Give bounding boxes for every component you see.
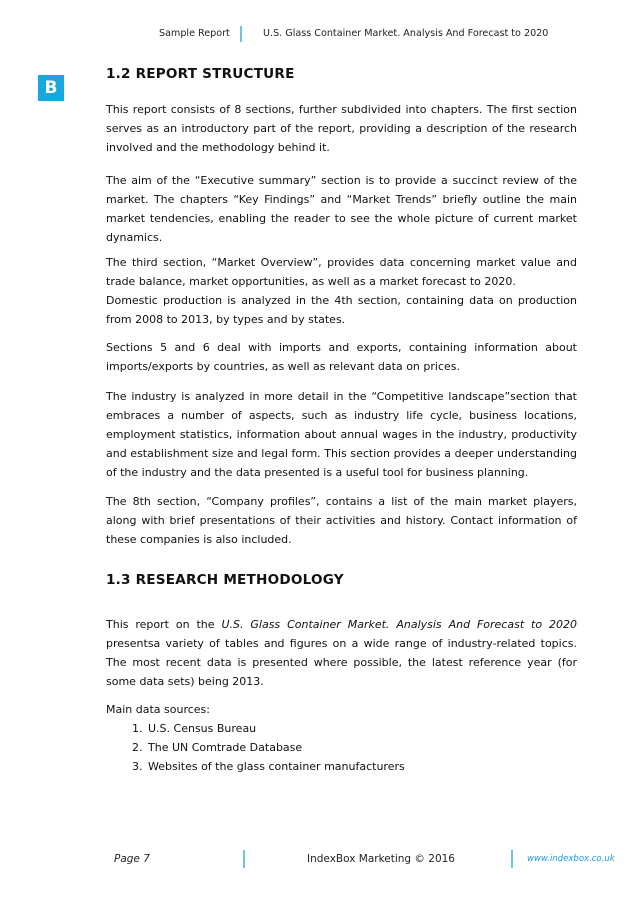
methodology-intro [106, 615, 577, 691]
footer-copyright: IndexBox Marketing © 2016 [307, 853, 455, 865]
paragraph: Sections 5 and 6 deal with imports and exports, containing information about imports/exports by countries, as well as relevant data on prices. [106, 341, 577, 373]
page-number: Page 7 [114, 853, 150, 865]
list-item: 1. U.S. Census Bureau [146, 719, 405, 738]
paragraph: The industry is analyzed in more detail in the “Competitive landscape”section that embraces a number of aspects, such as industry life cycle, business locations, employment statistics, information about annual wages in the industry, productivity and establishment size and legal form. This section provides a deeper understanding of the industry and the data presented is a useful tool for business planning. [106, 390, 577, 479]
paragraph: Domestic production is analyzed in the 4th section, containing data on production from 2008 to 2013, by types and by states. [106, 294, 577, 326]
intro-text-before: This report on the [106, 618, 222, 631]
sources-title: Main data sources: [106, 703, 210, 716]
list-item: 3. Websites of the glass container manufacturers [146, 757, 405, 776]
report-title-italic: U.S. Glass Container Market. Analysis And Forecast to 2020 [221, 618, 577, 631]
intro-text-after: presentsa variety of tables and figures on a wide range of industry-related topics. The most recent data is presented where possible, the latest reference year (for some data sets) being 2013. [106, 637, 577, 688]
header-divider [240, 26, 242, 42]
paragraph: The 8th section, “Company profiles”, contains a list of the main market players, along with brief presentations of their activities and history. Contact information of these companies is also included. [106, 495, 577, 546]
paragraph: The aim of the “Executive summary” section is to provide a succinct review of the market. The chapters “Key Findings” and “Market Trends” briefly outline the main market tendencies, enabling the reader to see the whole picture of current market dynamics. [106, 174, 577, 244]
footer-divider [243, 850, 245, 868]
sources-list [106, 719, 405, 776]
list-item: 2. The UN Comtrade Database [146, 738, 405, 757]
section-heading-report-structure: 1.2 REPORT STRUCTURE [106, 66, 295, 82]
page-header [0, 28, 638, 44]
footer-divider [511, 850, 513, 868]
header-report-title: U.S. Glass Container Market. Analysis And Forecast to 2020 [263, 28, 549, 39]
paragraph: The third section, “Market Overview”, provides data concerning market value and trade balance, market opportunities, as well as a market forecast to 2020. [106, 256, 577, 288]
footer-website-link[interactable]: www.indexbox.co.uk [527, 854, 615, 864]
paragraph: This report consists of 8 sections, further subdivided into chapters. The first section serves as an introductory part of the report, providing a description of the research involved and the methodology behind it. [106, 103, 577, 154]
header-report-type: Sample Report [159, 28, 230, 39]
section-heading-research-methodology: 1.3 RESEARCH METHODOLOGY [106, 572, 344, 588]
page-footer [0, 852, 638, 868]
indexbox-logo-icon: B [38, 75, 64, 101]
